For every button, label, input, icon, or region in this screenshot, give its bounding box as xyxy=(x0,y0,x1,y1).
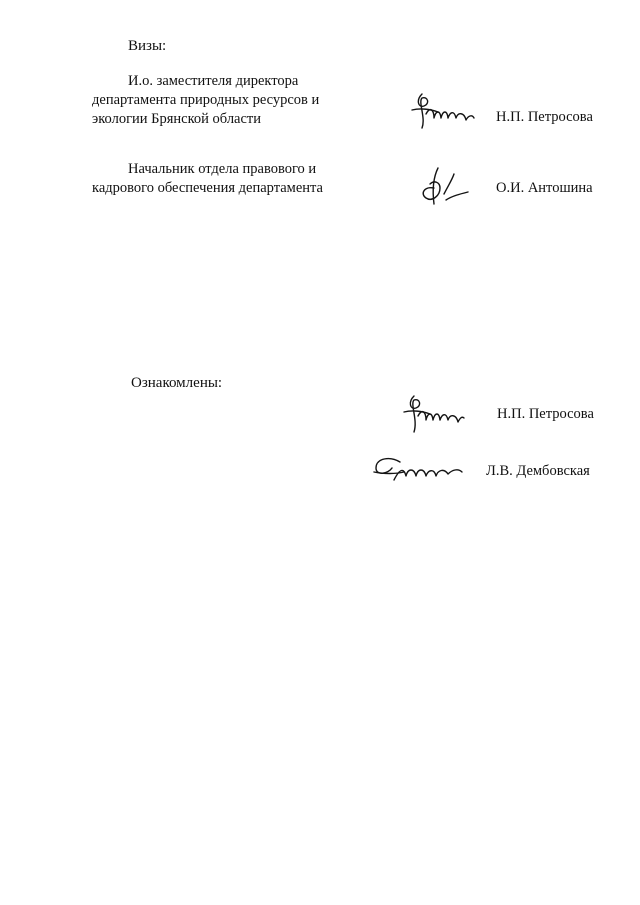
visa-position-1-line-3: экологии Брянской области xyxy=(92,111,262,127)
acknowledged-name-1: Н.П. Петросова xyxy=(497,406,594,422)
acknowledged-signature-2 xyxy=(370,450,466,490)
visa-position-1-line-2: департамента природных ресурсов и xyxy=(92,92,320,108)
visa-position-2-line-1: Начальник отдела правового и xyxy=(128,161,317,177)
visa-position-1 xyxy=(92,72,352,129)
visa-position-2-line-2: кадрового обеспечения департамента xyxy=(92,180,323,196)
visa-position-1-line-1: И.о. заместителя директора xyxy=(128,73,299,89)
visa-name-1: Н.П. Петросова xyxy=(496,109,593,125)
visa-position-2 xyxy=(92,160,352,198)
acknowledged-heading: Ознакомлены: xyxy=(131,375,223,391)
acknowledged-signature-1 xyxy=(398,390,466,436)
visa-signature-2 xyxy=(416,164,472,214)
visas-heading: Визы: xyxy=(128,38,167,54)
acknowledged-name-2: Л.В. Дембовская xyxy=(486,463,590,479)
visa-name-2: О.И. Антошина xyxy=(496,180,593,196)
visa-signature-1 xyxy=(408,88,476,132)
